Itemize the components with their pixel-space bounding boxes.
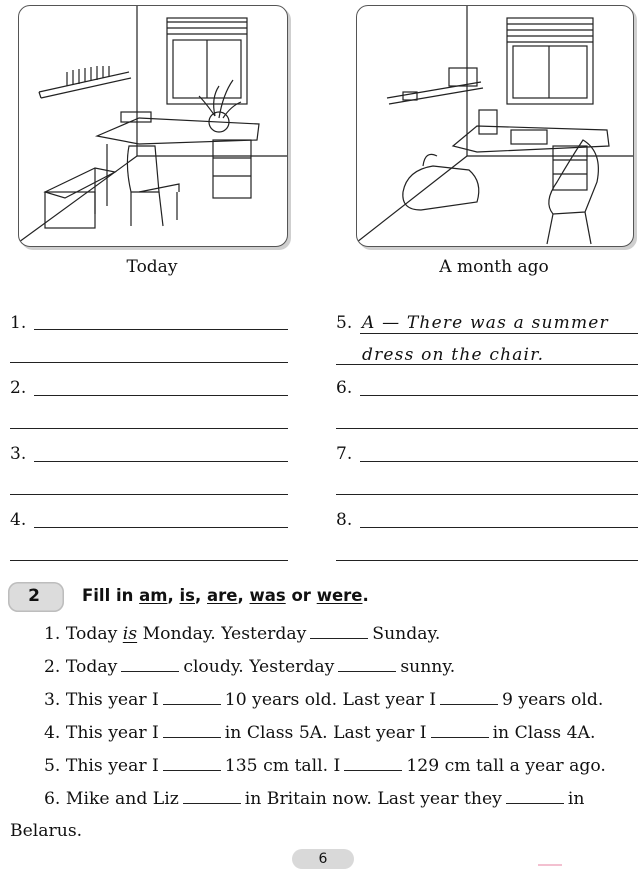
word-was: was <box>249 586 286 605</box>
answer-line-2b[interactable] <box>10 428 288 429</box>
item-number-5: 5. <box>336 313 353 333</box>
sentence-text: sunny. <box>400 657 456 677</box>
sentence-text: Mike and Liz <box>65 789 179 809</box>
item-number-8: 8. <box>336 510 353 530</box>
caption-month-ago: A month ago <box>439 257 549 277</box>
picture-today <box>18 5 288 247</box>
sentence-text: in Class 5A. Last year I <box>224 723 427 743</box>
item-number-4: 4. <box>10 510 27 530</box>
answer-line-4b[interactable] <box>10 560 288 561</box>
sentence-6 <box>44 789 584 809</box>
answer-line-8a[interactable] <box>360 527 638 528</box>
caption-today: Today <box>126 257 178 277</box>
sentence-number: 1. <box>44 624 61 644</box>
instruction-separator: , <box>194 586 202 605</box>
answer-line-5a[interactable] <box>360 333 638 334</box>
item-number-2: 2. <box>10 378 27 398</box>
instruction-separator: , <box>167 586 174 605</box>
item-number-3: 3. <box>10 444 27 464</box>
sentence-text: 129 cm tall a year ago. <box>406 756 606 776</box>
word-are: are <box>207 586 238 605</box>
picture-month-ago <box>356 5 634 247</box>
sentence-3 <box>44 690 603 710</box>
sentence-4 <box>44 723 595 743</box>
page-number: 6 <box>292 849 354 869</box>
sentence-2 <box>44 657 455 677</box>
decorative-mark <box>538 864 562 866</box>
answer-line-6b[interactable] <box>336 428 638 429</box>
task-instruction <box>82 586 369 605</box>
answer-line-7a[interactable] <box>360 461 638 462</box>
blank-2a[interactable] <box>121 657 179 672</box>
sentence-text: Today <box>65 624 118 644</box>
instruction-end: . <box>362 586 369 605</box>
item-number-7: 7. <box>336 444 353 464</box>
instruction-separator: , <box>237 586 244 605</box>
sentence-text: 9 years old. <box>501 690 604 710</box>
sentence-text: This year I <box>65 690 159 710</box>
blank-3b[interactable] <box>440 690 498 705</box>
example-answer-line-2: dress on the chair. <box>362 345 545 365</box>
sentence-1 <box>44 624 440 644</box>
blank-4a[interactable] <box>163 723 221 738</box>
blank-4b[interactable] <box>431 723 489 738</box>
blank-2b[interactable] <box>338 657 396 672</box>
word-is: is <box>179 586 195 605</box>
sentence-text: Monday. Yesterday <box>142 624 307 644</box>
answer-line-3b[interactable] <box>10 494 288 495</box>
sentence-number: 6. <box>44 789 61 809</box>
sentence-number: 2. <box>44 657 61 677</box>
sentence-number: 5. <box>44 756 61 776</box>
sentence-number: 3. <box>44 690 61 710</box>
instruction-or: or <box>291 586 311 605</box>
sentence-6-continuation: Belarus. <box>10 821 83 841</box>
word-am: am <box>139 586 168 605</box>
room-today-illustration <box>19 6 287 246</box>
example-answer-line-1: A — There was a summer <box>362 313 609 333</box>
item-number-1: 1. <box>10 313 27 333</box>
item-number-6: 6. <box>336 378 353 398</box>
room-month-ago-illustration <box>357 6 633 246</box>
blank-5a[interactable] <box>163 756 221 771</box>
answer-line-2a[interactable] <box>34 395 288 396</box>
answer-line-7b[interactable] <box>336 494 638 495</box>
answer-line-6a[interactable] <box>360 395 638 396</box>
sentence-text: cloudy. Yesterday <box>183 657 335 677</box>
sentence-text: in Britain now. Last year they <box>244 789 502 809</box>
blank-1[interactable] <box>310 624 368 639</box>
sentence-5 <box>44 756 606 776</box>
example-filled-answer: is <box>122 624 138 644</box>
sentence-text: 10 years old. Last year I <box>224 690 436 710</box>
sentence-text: Sunday. <box>372 624 441 644</box>
answer-line-3a[interactable] <box>34 461 288 462</box>
answer-line-1a[interactable] <box>34 329 288 330</box>
answer-line-5b[interactable] <box>336 364 638 365</box>
sentence-text: in Class 4A. <box>492 723 596 743</box>
sentence-text: in <box>567 789 585 809</box>
answer-line-1b[interactable] <box>10 362 288 363</box>
sentence-text: This year I <box>65 756 159 776</box>
blank-6a[interactable] <box>183 789 241 804</box>
sentence-number: 4. <box>44 723 61 743</box>
instruction-prefix: Fill in <box>82 586 134 605</box>
sentence-text: 135 cm tall. I <box>224 756 341 776</box>
sentence-text: Today <box>65 657 118 677</box>
word-were: were <box>316 586 363 605</box>
sentence-text: This year I <box>65 723 159 743</box>
blank-6b[interactable] <box>506 789 564 804</box>
answer-line-4a[interactable] <box>34 527 288 528</box>
answer-line-8b[interactable] <box>336 560 638 561</box>
blank-3a[interactable] <box>163 690 221 705</box>
blank-5b[interactable] <box>344 756 402 771</box>
task-number: 2 <box>28 586 40 606</box>
task-number-badge <box>8 582 64 612</box>
